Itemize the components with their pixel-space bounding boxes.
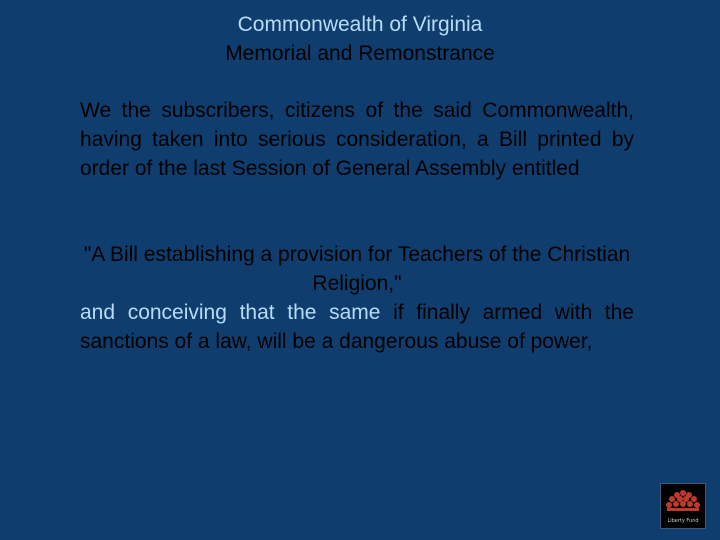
paragraph-conclusion — [80, 298, 634, 356]
paragraph-conclusion-lead: and conceiving that the same — [80, 301, 381, 324]
liberty-fund-logo — [660, 483, 706, 529]
title-line-2: Memorial and Remonstrance — [225, 42, 495, 65]
paragraph-intro: We the subscribers, citizens of the said Commonwealth, having taken into serious consideration, a Bill printed by order of the last Session of General Assembly entitled — [80, 99, 634, 180]
slide-title — [0, 10, 720, 68]
title-line-1: Commonwealth of Virginia — [237, 13, 483, 36]
bill-title-quote: "A Bill establishing a provision for Teachers of the Christian Religion," — [83, 243, 631, 295]
logo-caption: Liberty Fund — [667, 518, 699, 524]
paragraph-conclusion-rest: if finally armed with the sanctions of a law, will be a dangerous abuse of power, — [80, 301, 634, 353]
liberty-fund-logo-icon — [661, 484, 705, 518]
